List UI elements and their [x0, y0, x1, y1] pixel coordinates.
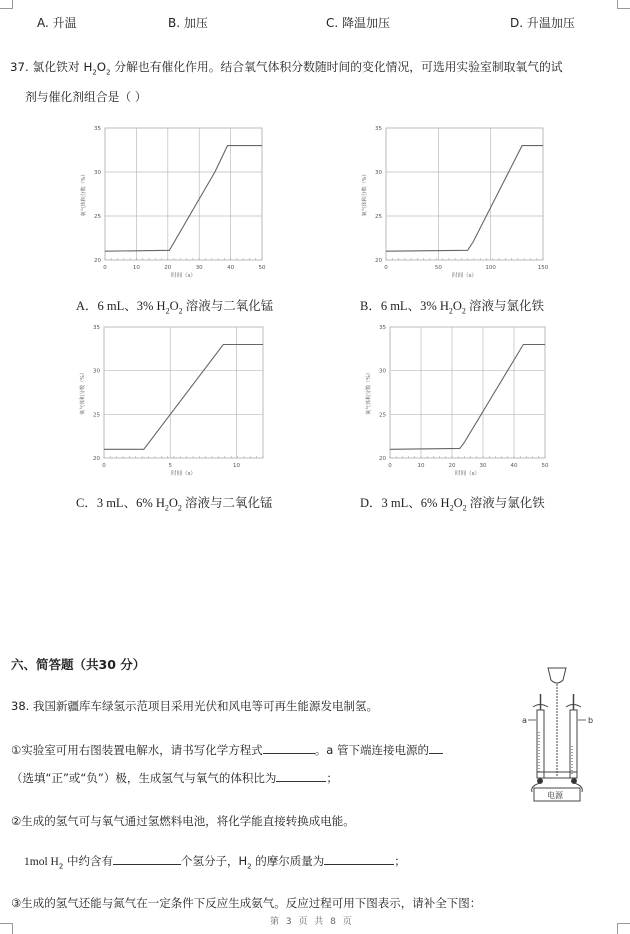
caption-sub: 2 [462, 503, 467, 513]
y-tick-label: 20 [375, 258, 382, 264]
x-tick-label: 0 [103, 265, 107, 271]
tube-b-label: b [588, 716, 594, 725]
x-tick-label: 40 [227, 265, 235, 271]
x-tick-label: 0 [388, 463, 392, 469]
x-tick-label: 20 [164, 265, 172, 271]
q38-text: （选填“正”或“负”）极，生成氢气与氧气的体积比为 [11, 771, 277, 785]
electrode-blank[interactable] [429, 742, 443, 754]
caption-sub: 2 [448, 306, 453, 316]
y-tick-label: 30 [375, 170, 382, 176]
q38-part1-line1 [11, 742, 443, 757]
chart-c-caption[interactable] [76, 493, 273, 513]
chart-a [80, 126, 266, 279]
q37-sub: 2 [92, 68, 97, 77]
plot-frame [104, 327, 263, 458]
plot-frame [105, 128, 262, 260]
tube-a [537, 710, 544, 778]
page-footer: 第 3 页 共 8 页 [270, 917, 354, 927]
caption-text: O [453, 496, 463, 510]
q38-text: 的摩尔质量为 [251, 854, 325, 868]
tube-a-label: a [522, 716, 527, 725]
option-d: D. 升温加压 [510, 16, 575, 30]
caption-text: 溶液与氯化铁 [465, 299, 545, 313]
tube-b [570, 710, 577, 778]
chart-b [361, 126, 549, 279]
q38-text: 。a 管下端连接电源的 [314, 743, 430, 757]
x-tick-label: 20 [448, 463, 456, 469]
caption-sub: 2 [164, 503, 169, 513]
q38-text: 1mol H [24, 856, 59, 868]
caption-text: 溶液与二氧化锰 [182, 299, 274, 313]
option-b: B. 加压 [168, 16, 208, 30]
q38-sub: 2 [58, 862, 64, 871]
q38-text: 中约含有 [63, 854, 113, 868]
y-tick-label: 25 [375, 214, 382, 220]
y-tick-label: 20 [379, 456, 386, 462]
x-axis-label: 时间（s） [452, 273, 477, 279]
chart-a-caption[interactable] [76, 296, 273, 316]
x-tick-label: 40 [510, 463, 518, 469]
x-tick-label: 10 [132, 265, 140, 271]
caption-text: C．3 mL、6% H [76, 496, 165, 510]
y-tick-label: 30 [379, 368, 386, 375]
q38-text: ①实验室可用右图装置电解水，请书写化学方程式 [11, 743, 263, 757]
x-tick-label: 50 [434, 265, 442, 271]
funnel [548, 668, 566, 683]
y-axis-label: 氧气体积分数（%） [366, 370, 372, 415]
x-tick-label: 5 [168, 463, 172, 469]
q37-stem-line2: 剂与催化剂组合是（ ） [25, 90, 147, 104]
chart-d-caption[interactable] [360, 493, 545, 513]
q38-intro: 38. 我国新疆库车绿氢示范项目采用光伏和风电等可再生能源发电制氢。 [11, 699, 378, 713]
caption-text: 溶液与二氧化锰 [181, 496, 273, 510]
y-axis-label: 氧气体积分数（%） [81, 171, 87, 217]
x-tick-label: 0 [102, 463, 106, 469]
x-tick-label: 50 [258, 265, 266, 271]
caption-text: B．6 mL、3% H [360, 299, 449, 313]
series-line-oxygen [390, 345, 545, 450]
q38-text: ； [394, 854, 406, 868]
option-c: C. 降温加压 [326, 16, 391, 30]
q37-text-prefix: 37. 氯化铁对 H [10, 60, 93, 74]
electrolysis-apparatus [508, 662, 604, 802]
q38-text: ； [326, 771, 338, 785]
option-a: A. 升温 [37, 16, 77, 30]
caption-sub: 2 [177, 503, 182, 513]
series-line-oxygen [104, 345, 263, 450]
y-axis-label: 氧气体积分数（%） [362, 171, 368, 217]
equation-blank[interactable] [263, 742, 315, 754]
x-tick-label: 10 [417, 463, 425, 469]
caption-text: O [168, 496, 178, 510]
x-tick-label: 150 [537, 265, 549, 271]
y-tick-label: 30 [94, 170, 101, 176]
y-tick-label: 35 [379, 325, 386, 331]
q37-text-suffix: 分解也有催化作用。结合氧气体积分数随时间的变化情况，可选用实验室制取氧气的试 [110, 60, 563, 74]
x-tick-label: 0 [384, 265, 388, 271]
x-axis-label: 时间（s） [455, 471, 480, 477]
y-tick-label: 35 [93, 325, 100, 331]
q38-text: 个氢分子，H [180, 854, 248, 868]
caption-text: A．6 mL、3% H [76, 299, 166, 313]
plot-frame [386, 128, 543, 260]
caption-text: O [169, 299, 179, 313]
y-tick-label: 25 [379, 412, 386, 419]
series-line-oxygen [386, 146, 543, 252]
y-tick-label: 25 [94, 214, 101, 220]
q37-text-mid: O [96, 60, 107, 74]
x-tick-label: 30 [195, 265, 203, 271]
x-tick-label: 50 [541, 463, 549, 469]
x-tick-label: 100 [485, 265, 496, 271]
q38-part2-line1: ②生成的氢气可与氧气通过氢燃料电池，将化学能直接转换成电能。 [11, 814, 355, 828]
caption-text: 溶液与氯化铁 [466, 496, 545, 510]
x-axis-label: 时间（s） [171, 273, 196, 279]
caption-sub: 2 [449, 503, 454, 513]
y-tick-label: 25 [93, 412, 100, 419]
chart-d [365, 325, 549, 477]
molar-mass-blank[interactable] [324, 853, 394, 865]
x-axis-label: 时间（s） [171, 471, 196, 477]
caption-text: O [452, 299, 462, 313]
y-tick-label: 20 [93, 456, 100, 462]
caption-sub: 2 [178, 306, 183, 316]
section-title: 六、简答题（共30 分） [11, 657, 146, 672]
x-tick-label: 10 [233, 463, 240, 469]
volume-ratio-blank[interactable] [276, 770, 326, 782]
q38-sub: 2 [247, 862, 252, 871]
y-tick-label: 35 [94, 126, 101, 132]
caption-sub: 2 [165, 306, 170, 316]
molecule-count-blank[interactable] [113, 853, 181, 865]
power-source-label: 电源 [547, 791, 563, 800]
caption-sub: 2 [461, 306, 466, 316]
q38-part3-line1: ③生成的氢气还能与氮气在一定条件下反应生成氨气。反应过程可用下图表示，请补全下图： [11, 896, 482, 910]
chart-b-caption[interactable] [360, 296, 544, 316]
y-tick-label: 35 [375, 126, 382, 132]
q37-sub: 2 [106, 68, 111, 77]
q38-part1-line2 [11, 770, 338, 785]
y-axis-label: 氧气体积分数（%） [80, 370, 86, 415]
y-tick-label: 30 [93, 368, 100, 375]
chart-c [79, 325, 263, 477]
x-tick-label: 30 [479, 463, 487, 469]
q38-part2-line2 [24, 853, 406, 873]
y-tick-label: 20 [94, 258, 101, 264]
caption-text: D．3 mL、6% H [360, 496, 450, 510]
series-line-oxygen [105, 146, 262, 252]
